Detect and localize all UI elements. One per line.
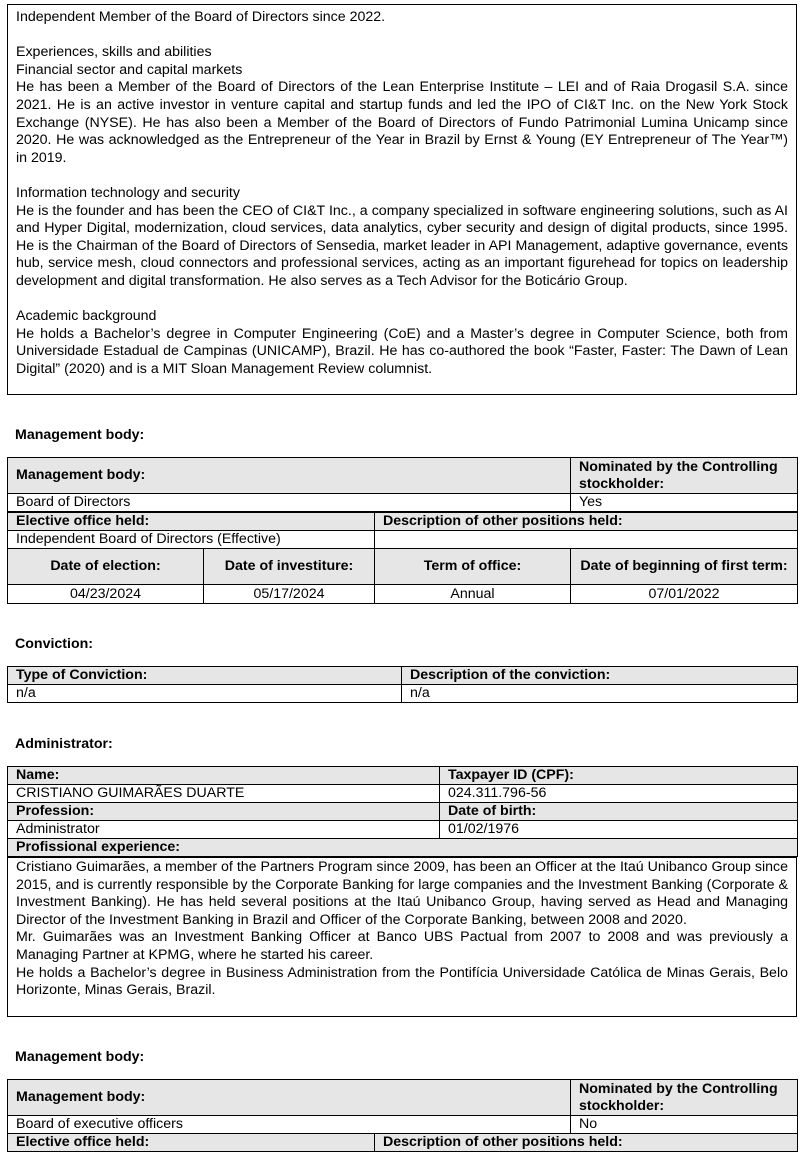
cpf-value: 024.311.796-56	[440, 785, 798, 803]
conviction-table	[7, 666, 798, 703]
it-text: He is the founder and has been the CEO of CI&T Inc., a company specialized in software engineering solutions, such as AI and Hyper Digital, modernization, cloud services, data analytics, cyber security and design of digital products, since 1995. He is the Chairman of the Board of Directors of Sensedia, market leader in API Management, adaptive governance, events hub, service mesh, cloud connectors and professional services, acting as an important figurehead for topics on leadership development and digital transformation. He also serves as a Tech Advisor for the Boticário Group.	[16, 202, 788, 289]
administrator-table	[7, 766, 798, 857]
label-experience: Profissional experience:	[8, 839, 798, 857]
conviction-type-value: n/a	[8, 685, 402, 703]
membership-line: Independent Member of the Board of Directors since 2022.	[16, 9, 386, 25]
dates-table	[7, 548, 798, 604]
experience-paragraph-3: He holds a Bachelor’s degree in Business Administration from the Pontifícia Universidade Católica de Minas Gerais, Belo Horizonte, Minas Gerais, Brazil.	[16, 964, 788, 999]
management-body-value: Board of Directors	[8, 494, 571, 512]
bio-box	[7, 4, 797, 395]
term-office-value: Annual	[375, 585, 571, 604]
label-name: Name:	[8, 767, 440, 785]
elective-office-table-2	[7, 1133, 798, 1152]
management-body-heading-2: Management body:	[15, 1049, 145, 1065]
other-positions-value	[375, 531, 798, 549]
label-profession: Profession:	[8, 803, 440, 821]
name-value: CRISTIANO GUIMARÃES DUARTE	[8, 785, 440, 803]
label-management-body: Management body:	[8, 458, 571, 494]
nominated-value: Yes	[571, 494, 798, 512]
label-other-positions: Description of other positions held:	[375, 513, 798, 531]
elective-office-table	[7, 512, 798, 549]
date-investiture-value: 05/17/2024	[204, 585, 375, 604]
academic-title: Academic background	[16, 308, 157, 325]
financial-title: Financial sector and capital markets	[16, 61, 243, 78]
first-term-value: 07/01/2022	[571, 585, 798, 604]
management-body-value-2: Board of executive officers	[8, 1116, 571, 1134]
date-election-value: 04/23/2024	[8, 585, 204, 604]
financial-text: He has been a Member of the Board of Directors of the Lean Enterprise Institute – LEI and of Raia Drogasil S.A. since 2021. He is an active investor in venture capital and startup funds and led the IPO of CI&T Inc. on the New York Stock Exchange (NYSE). He has also been a Member of the Board of Directors of Fundo Patrimonial Lumina Unicamp since 2020. He was acknowledged as the Entrepreneur of the Year in Brazil by Ernst & Young (EY Entrepreneur of The Year™) in 2019.	[16, 79, 788, 166]
it-title: Information technology and security	[16, 184, 240, 201]
label-birth: Date of birth:	[440, 803, 798, 821]
birth-value: 01/02/1976	[440, 821, 798, 839]
experiences-title: Experiences, skills and abilities	[16, 44, 212, 61]
experience-box	[7, 857, 797, 1017]
label-date-investiture: Date of investiture:	[204, 549, 375, 585]
label-elective-office: Elective office held:	[8, 513, 375, 531]
label-nominated-2: Nominated by the Controlling stockholder:	[571, 1080, 798, 1116]
administrator-heading: Administrator:	[15, 736, 113, 752]
label-conviction-description: Description of the conviction:	[402, 667, 798, 685]
label-first-term: Date of beginning of first term:	[571, 549, 798, 585]
label-nominated: Nominated by the Controlling stockholder:	[571, 458, 798, 494]
label-management-body-2: Management body:	[8, 1080, 571, 1116]
conviction-heading: Conviction:	[15, 636, 94, 652]
management-body-table-2	[7, 1079, 798, 1134]
experience-paragraph-2: Mr. Guimarães was an Investment Banking Officer at Banco UBS Pactual from 2007 to 2008 and was previously a Managing Partner at KPMG, where he started his career.	[16, 929, 788, 963]
profession-value: Administrator	[8, 821, 440, 839]
conviction-description-value: n/a	[402, 685, 798, 703]
label-date-election: Date of election:	[8, 549, 204, 585]
label-cpf: Taxpayer ID (CPF):	[440, 767, 798, 785]
nominated-value-2: No	[571, 1116, 798, 1134]
label-elective-office-2: Elective office held:	[8, 1134, 375, 1152]
management-body-heading: Management body:	[15, 427, 145, 443]
elective-office-value: Independent Board of Directors (Effective)	[8, 531, 375, 549]
label-conviction-type: Type of Conviction:	[8, 667, 402, 685]
management-body-table	[7, 457, 798, 512]
label-term-office: Term of office:	[375, 549, 571, 585]
label-other-positions-2: Description of other positions held:	[375, 1134, 798, 1152]
academic-text: He holds a Bachelor’s degree in Computer Engineering (CoE) and a Master’s degree in Computer Science, both from Universidade Estadual de Campinas (UNICAMP), Brazil. He has co-authored the book “Faster, Faster: The Dawn of Lean Digital” (2020) and is a MIT Sloan Management Review columnist.	[16, 325, 788, 377]
experience-paragraph-1: Cristiano Guimarães, a member of the Partners Program since 2009, has been an Officer at the Itaú Unibanco Group since 2015, and is currently responsible by the Corporate Banking for large companies and the Investment Banking (Corporate & Investment Banking). He has held several positions at the Itaú Unibanco Group, having served as Head and Managing Director of the Investment Banking in Brazil and Officer of the Corporate Banking, between 2008 and 2020.	[16, 859, 788, 928]
